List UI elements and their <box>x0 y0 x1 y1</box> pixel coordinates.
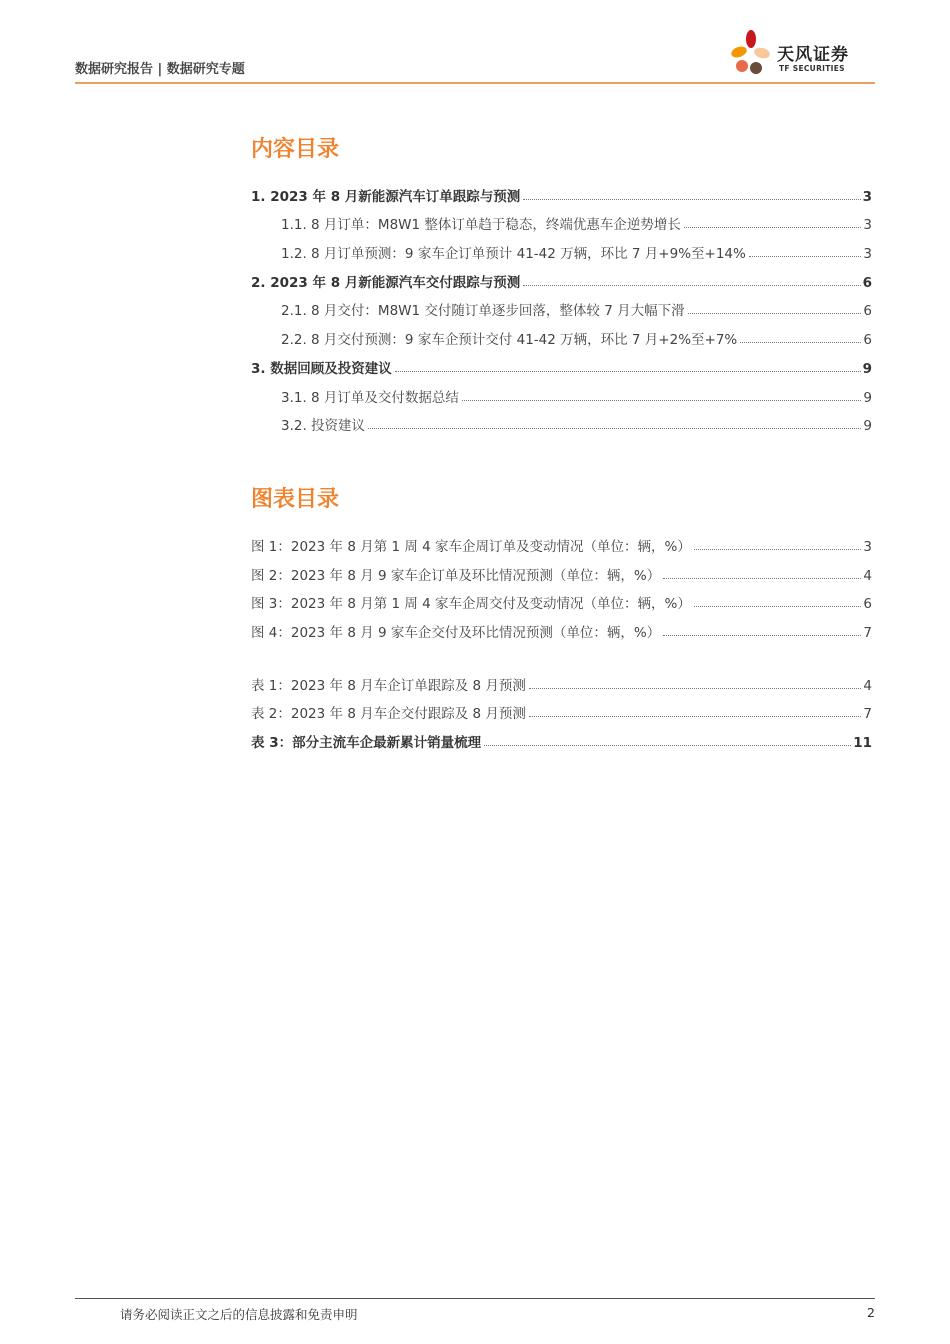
table-item-page: 11 <box>853 735 872 751</box>
toc-item-page: 6 <box>863 332 872 349</box>
toc-item-label: 3.2. 投资建议 <box>281 418 366 435</box>
toc-item[interactable] <box>251 377 872 406</box>
company-logo <box>735 30 875 80</box>
toc-item-page: 9 <box>863 389 872 406</box>
leader-dots <box>740 342 861 343</box>
figure-item-label: 图 4：2023 年 8 月 9 家车企交付及环比情况预测（单位：辆，%） <box>251 624 661 641</box>
table-item[interactable] <box>251 665 872 694</box>
figure-item[interactable] <box>251 555 872 584</box>
toc-item-label: 1. 2023 年 8 月新能源汽车订单跟踪与预测 <box>251 188 521 205</box>
leader-dots <box>368 428 861 429</box>
leader-dots <box>523 199 860 200</box>
leader-dots <box>694 606 862 607</box>
table-item-page: 7 <box>863 706 872 723</box>
table-item-label: 表 1：2023 年 8 月车企订单跟踪及 8 月预测 <box>251 677 526 694</box>
figure-item-page: 4 <box>863 567 872 584</box>
toc-item-page: 3 <box>863 217 872 234</box>
toc-item[interactable] <box>251 262 872 291</box>
leader-dots <box>749 256 862 257</box>
page-header <box>75 0 875 84</box>
table-item-label: 表 2：2023 年 8 月车企交付跟踪及 8 月预测 <box>251 706 526 723</box>
toc-item-page: 3 <box>862 188 872 205</box>
toc-item-label: 3.1. 8 月订单及交付数据总结 <box>281 389 459 406</box>
leader-dots <box>529 716 862 717</box>
toc-item-label: 2.1. 8 月交付：M8W1 交付随订单逐步回落，整体较 7 月大幅下滑 <box>281 303 685 320</box>
figure-item-label: 图 2：2023 年 8 月 9 家车企订单及环比情况预测（单位：辆，%） <box>251 567 661 584</box>
toc-item-label: 2.2. 8 月交付预测：9 家车企预计交付 41-42 万辆，环比 7 月+2%至+7% <box>281 332 738 349</box>
figure-item[interactable] <box>251 526 872 555</box>
toc-item-label: 2. 2023 年 8 月新能源汽车交付跟踪与预测 <box>251 274 521 291</box>
figure-item-page: 7 <box>863 624 872 641</box>
figure-list-title: 图表目录 <box>251 487 340 513</box>
toc-item[interactable] <box>251 348 872 377</box>
leader-dots <box>462 400 861 401</box>
page-number: 2 <box>867 1305 875 1320</box>
toc-item[interactable] <box>251 406 872 435</box>
figure-list <box>251 526 872 751</box>
leader-dots <box>684 227 862 228</box>
figure-item-page: 3 <box>863 538 872 555</box>
table-item-label: 表 3：部分主流车企最新累计销量梳理 <box>251 735 482 751</box>
figure-item-label: 图 3：2023 年 8 月第 1 周 4 家车企周交付及变动情况（单位：辆，%） <box>251 596 691 613</box>
leader-dots <box>484 745 851 746</box>
logo-text-cn: 天风证券 <box>777 45 849 65</box>
figure-item[interactable] <box>251 612 872 641</box>
toc-item-page: 6 <box>863 303 872 320</box>
figure-item-page: 6 <box>863 596 872 613</box>
leader-dots <box>688 313 862 314</box>
toc-item-page: 9 <box>862 360 872 377</box>
toc-item[interactable] <box>251 176 872 205</box>
leader-dots <box>395 371 861 372</box>
table-item-page: 4 <box>863 677 872 694</box>
toc-item-page: 9 <box>863 418 872 435</box>
toc-item[interactable] <box>251 319 872 348</box>
toc-item-page: 3 <box>863 246 872 263</box>
toc-item-label: 1.1. 8 月订单：M8W1 整体订单趋于稳态，终端优惠车企逆势增长 <box>281 217 681 234</box>
figure-item[interactable] <box>251 584 872 613</box>
toc-item-page: 6 <box>862 274 872 291</box>
toc-item[interactable] <box>251 291 872 320</box>
page-footer <box>75 1298 875 1322</box>
toc-item[interactable] <box>251 233 872 262</box>
main-content <box>251 130 872 751</box>
table-item[interactable] <box>251 722 872 751</box>
breadcrumb: 数据研究报告 | 数据研究专题 <box>75 62 245 77</box>
leader-dots <box>529 688 862 689</box>
logo-text-en: TF SECURITIES <box>779 64 845 73</box>
toc-list <box>251 176 872 434</box>
toc-item-label: 1.2. 8 月订单预测：9 家车企订单预计 41-42 万辆，环比 7 月+9%至+14% <box>281 246 746 263</box>
leader-dots <box>523 285 860 286</box>
leader-dots <box>663 578 861 579</box>
flower-logo-icon <box>729 28 773 78</box>
leader-dots <box>694 549 862 550</box>
toc-title: 内容目录 <box>251 137 340 162</box>
leader-dots <box>663 635 861 636</box>
toc-item-label: 3. 数据回顾及投资建议 <box>251 360 392 377</box>
figure-item-label: 图 1：2023 年 8 月第 1 周 4 家车企周订单及变动情况（单位：辆，%） <box>251 538 691 555</box>
table-item[interactable] <box>251 694 872 723</box>
toc-item[interactable] <box>251 205 872 234</box>
footer-disclaimer: 请务必阅读正文之后的信息披露和免责申明 <box>120 1307 358 1322</box>
